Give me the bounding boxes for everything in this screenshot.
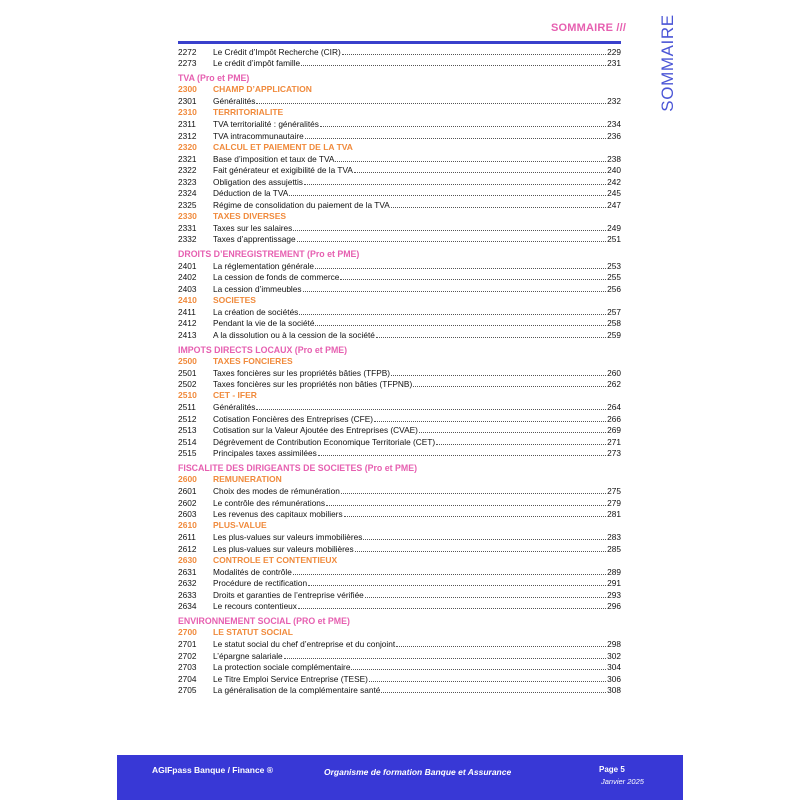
- subsection-title: PLUS-VALUE: [213, 520, 267, 530]
- entry-number: 2513: [178, 425, 197, 435]
- page-footer: [117, 755, 683, 800]
- entry-number: 2413: [178, 329, 197, 340]
- entry-title: L’épargne salariale: [213, 650, 283, 661]
- entry-number: 2324: [178, 188, 197, 198]
- subsection-title: LE STATUT SOCIAL: [213, 627, 293, 637]
- toc-entry[interactable]: [178, 96, 621, 108]
- toc-entry[interactable]: [178, 486, 621, 498]
- entry-number: 2602: [178, 497, 197, 508]
- subsection-number: 2330: [178, 210, 197, 221]
- entry-title: Le Titre Emploi Service Entreprise (TESE): [213, 673, 368, 684]
- entry-page-number: 256: [607, 283, 621, 294]
- footer-brand: AGIFpass Banque / Finance ®: [152, 765, 274, 775]
- entry-page-number: 231: [607, 58, 621, 68]
- dot-leader: [381, 692, 606, 693]
- dot-leader: [436, 444, 606, 445]
- dot-leader: [299, 314, 606, 315]
- entry-page-number: 242: [607, 176, 621, 187]
- entry-title: Les plus-values sur valeurs immobilières: [213, 532, 363, 542]
- subsection-title: TERRITORIALITE: [213, 107, 284, 117]
- entry-number: 2702: [178, 650, 197, 661]
- entry-number: 2273: [178, 58, 197, 68]
- entry-title: Base d’imposition et taux de TVA: [213, 153, 335, 164]
- dot-leader: [413, 386, 606, 387]
- entry-title: Les revenus des capitaux mobiliers: [213, 509, 343, 519]
- entry-number: 2601: [178, 486, 197, 496]
- entry-number: 2634: [178, 601, 197, 611]
- toc-subsection-heading: [178, 627, 621, 639]
- entry-title: Droits et garanties de l’entreprise vérifiée: [213, 589, 364, 600]
- subsection-title: REMUNERATION: [213, 474, 282, 484]
- dot-leader: [363, 539, 606, 540]
- entry-page-number: 258: [607, 318, 621, 328]
- toc-section-heading: DROITS D’ENREGISTREMENT (Pro et PME): [178, 249, 360, 259]
- subsection-title: TAXES DIVERSES: [213, 210, 287, 221]
- toc-subsection-heading: [178, 555, 621, 567]
- entry-page-number: 253: [607, 260, 621, 271]
- toc-entry[interactable]: [178, 662, 621, 674]
- dot-leader: [298, 608, 606, 609]
- dot-leader: [341, 493, 606, 494]
- entry-page-number: 293: [607, 589, 621, 600]
- dot-leader: [303, 291, 607, 292]
- dot-leader: [305, 138, 606, 139]
- subsection-title: CET - IFER: [213, 390, 257, 400]
- entry-number: 2502: [178, 379, 197, 389]
- entry-number: 2612: [178, 543, 197, 554]
- dot-leader: [318, 455, 606, 456]
- dot-leader: [396, 646, 606, 647]
- toc-subsection-heading: [178, 211, 621, 223]
- entry-title: Régime de consolidation du paiement de la TVA: [213, 199, 390, 210]
- toc-entry[interactable]: [178, 165, 621, 177]
- entry-page-number: 247: [607, 199, 621, 210]
- entry-page-number: 285: [607, 543, 621, 554]
- toc-subsection-heading: [178, 107, 621, 119]
- entry-page-number: 275: [607, 486, 621, 496]
- side-title-text: SOMMAIRE: [658, 14, 677, 112]
- toc-subsection-heading: [178, 295, 621, 307]
- dot-leader: [365, 597, 606, 598]
- dot-leader: [376, 337, 606, 338]
- entry-title: Cotisation sur la Valeur Ajoutée des Entreprises (CVAE): [213, 425, 418, 435]
- entry-title: Généralités: [213, 96, 256, 106]
- toc-subsection-heading: [178, 356, 621, 368]
- entry-title: La généralisation de la complémentaire santé: [213, 685, 381, 695]
- entry-page-number: 296: [607, 601, 621, 611]
- entry-title: Modalités de contrôle: [213, 566, 292, 577]
- toc-section-heading: TVA (Pro et PME): [178, 73, 250, 83]
- entry-number: 2401: [178, 260, 197, 271]
- footer-tagline: Organisme de formation Banque et Assurance: [324, 767, 512, 777]
- entry-number: 2312: [178, 130, 197, 141]
- toc-entry[interactable]: [178, 329, 621, 341]
- toc-entry[interactable]: [178, 650, 621, 662]
- toc-entry[interactable]: [178, 601, 621, 613]
- entry-page-number: 306: [607, 673, 621, 684]
- entry-number: 2701: [178, 639, 197, 649]
- toc-entry[interactable]: [178, 367, 621, 379]
- toc-subsection-heading: [178, 142, 621, 154]
- entry-number: 2412: [178, 318, 197, 328]
- subsection-title: TAXES FONCIERES: [213, 355, 293, 366]
- dot-leader: [256, 103, 606, 104]
- footer-date: Janvier 2025: [601, 777, 644, 786]
- subsection-title: SOCIETES: [213, 294, 256, 305]
- toc-entry[interactable]: [178, 222, 621, 234]
- entry-page-number: 291: [607, 578, 621, 588]
- dot-leader: [301, 65, 606, 66]
- dot-leader: [335, 161, 606, 162]
- entry-number: 2511: [178, 402, 196, 412]
- dot-leader: [293, 574, 606, 575]
- dot-leader: [289, 195, 606, 196]
- entry-number: 2403: [178, 283, 197, 294]
- entry-page-number: 251: [607, 234, 621, 244]
- entry-number: 2631: [178, 566, 197, 577]
- entry-title: Principales taxes assimilées: [213, 448, 317, 458]
- entry-number: 2332: [178, 234, 197, 244]
- entry-number: 2515: [178, 448, 197, 458]
- toc-entry[interactable]: [178, 448, 621, 460]
- toc-subsection-heading: [178, 390, 621, 402]
- entry-page-number: 236: [607, 130, 621, 141]
- header-rule: [178, 41, 621, 44]
- toc-subsection-heading: [178, 474, 621, 486]
- entry-title: Cotisation Foncières des Entreprises (CFE): [213, 413, 374, 424]
- subsection-number: 2600: [178, 474, 197, 484]
- entry-title: Le crédit d’impôt famille: [213, 58, 301, 68]
- toc-entry[interactable]: [178, 673, 621, 685]
- entry-title: Taxes sur les salaires: [213, 222, 293, 233]
- toc-entry[interactable]: [178, 532, 621, 544]
- subsection-number: 2610: [178, 520, 197, 530]
- entry-page-number: 283: [607, 532, 621, 542]
- entry-page-number: 266: [607, 413, 621, 424]
- subsection-number: 2410: [178, 294, 197, 305]
- entry-page-number: 271: [607, 436, 621, 447]
- dot-leader: [369, 681, 606, 682]
- toc-entry[interactable]: [178, 578, 621, 590]
- toc-entry[interactable]: [178, 425, 621, 437]
- entry-number: 2703: [178, 662, 197, 672]
- dot-leader: [308, 585, 606, 586]
- entry-title: La cession de fonds de commerce: [213, 272, 340, 282]
- subsection-number: 2700: [178, 627, 197, 637]
- toc-entry[interactable]: [178, 130, 621, 142]
- entry-number: 2611: [178, 532, 196, 542]
- entry-page-number: 229: [607, 46, 621, 57]
- subsection-number: 2510: [178, 390, 197, 400]
- entry-title: Fait générateur et exigibilité de la TVA: [213, 165, 353, 175]
- entry-number: 2325: [178, 199, 197, 210]
- entry-number: 2704: [178, 673, 197, 684]
- entry-title: Taxes d’apprentissage: [213, 234, 296, 244]
- dot-leader: [297, 241, 607, 242]
- dot-leader: [315, 268, 606, 269]
- entry-page-number: 245: [607, 188, 621, 198]
- subsection-title: CONTROLE ET CONTENTIEUX: [213, 554, 338, 565]
- toc-subsection-heading: [178, 520, 621, 532]
- entry-page-number: 269: [607, 425, 621, 435]
- entry-page-number: 304: [607, 662, 621, 672]
- toc-entry[interactable]: [178, 685, 621, 697]
- entry-number: 2322: [178, 165, 197, 175]
- entry-number: 2512: [178, 413, 197, 424]
- toc-entry[interactable]: [178, 436, 621, 448]
- dot-leader: [320, 126, 606, 127]
- entry-title: Le Crédit d’Impôt Recherche (CIR): [213, 46, 341, 57]
- toc-entry[interactable]: [178, 639, 621, 651]
- entry-title: Dégrèvement de Contribution Economique Territoriale (CET): [213, 436, 436, 447]
- toc-section-heading: IMPOTS DIRECTS LOCAUX (Pro et PME): [178, 344, 348, 355]
- entry-title: La création de sociétés: [213, 306, 299, 317]
- entry-title: Généralités: [213, 402, 256, 412]
- entry-number: 2632: [178, 578, 197, 588]
- entry-page-number: 234: [607, 119, 621, 129]
- side-title: [648, 14, 688, 112]
- toc-entry[interactable]: [178, 119, 621, 131]
- entry-number: 2321: [178, 153, 197, 164]
- entry-title: Taxes foncières sur les propriétés bâties (TFPB): [213, 367, 391, 378]
- dot-leader: [355, 551, 607, 552]
- table-of-contents: [178, 46, 621, 696]
- entry-page-number: 302: [607, 650, 621, 661]
- entry-page-number: 298: [607, 639, 621, 649]
- dot-leader: [340, 279, 606, 280]
- entry-title: Procédure de rectification: [213, 578, 308, 588]
- toc-entry[interactable]: [178, 306, 621, 318]
- dot-leader: [374, 421, 606, 422]
- subsection-number: 2300: [178, 84, 197, 94]
- dot-leader: [284, 658, 607, 659]
- toc-entry[interactable]: [178, 589, 621, 601]
- toc-entry[interactable]: [178, 318, 621, 330]
- dot-leader: [419, 432, 606, 433]
- entry-title: Obligation des assujettis: [213, 176, 303, 187]
- toc-entry[interactable]: [178, 199, 621, 211]
- entry-page-number: 262: [607, 379, 621, 389]
- toc-entry[interactable]: [178, 402, 621, 414]
- entry-page-number: 273: [607, 448, 621, 458]
- entry-title: La réglementation générale: [213, 260, 315, 271]
- toc-entry[interactable]: [178, 176, 621, 188]
- entry-title: La cession d’immeubles: [213, 283, 302, 294]
- dot-leader: [342, 54, 606, 55]
- entry-title: Le contrôle des rémunérations: [213, 497, 326, 508]
- toc-entry[interactable]: [178, 497, 621, 509]
- toc-entry[interactable]: [178, 188, 621, 200]
- sommaire-header-label: SOMMAIRE ///: [551, 22, 627, 34]
- dot-leader: [391, 375, 606, 376]
- dot-leader: [256, 409, 606, 410]
- entry-number: 2514: [178, 436, 197, 447]
- subsection-number: 2320: [178, 141, 197, 152]
- entry-title: TVA intracommunautaire: [213, 130, 304, 141]
- entry-page-number: 257: [607, 306, 621, 317]
- subsection-number: 2630: [178, 554, 197, 565]
- entry-number: 2301: [178, 96, 197, 106]
- entry-page-number: 255: [607, 272, 621, 282]
- entry-number: 2705: [178, 685, 197, 695]
- entry-page-number: 308: [607, 685, 621, 695]
- toc-entry[interactable]: [178, 543, 621, 555]
- toc-entry[interactable]: [178, 58, 621, 70]
- entry-page-number: 238: [607, 153, 621, 164]
- toc-section-heading: FISCALITE DES DIRIGEANTS DE SOCIETES (Pro et PME): [178, 463, 418, 473]
- toc-entry[interactable]: [178, 566, 621, 578]
- entry-title: Le statut social du chef d’entreprise et du conjoint: [213, 639, 396, 649]
- toc-entry[interactable]: [178, 46, 621, 58]
- toc-entry[interactable]: [178, 260, 621, 272]
- dot-leader: [344, 516, 607, 517]
- subsection-title: CHAMP D’APPLICATION: [213, 84, 312, 94]
- entry-number: 2633: [178, 589, 197, 600]
- entry-page-number: 289: [607, 566, 621, 577]
- entry-title: Le recours contentieux: [213, 601, 297, 611]
- dot-leader: [354, 172, 606, 173]
- entry-page-number: 281: [607, 509, 621, 519]
- subsection-number: 2310: [178, 107, 197, 117]
- dot-leader: [391, 207, 606, 208]
- toc-entry[interactable]: [178, 509, 621, 521]
- entry-title: Pendant la vie de la société: [213, 318, 315, 328]
- entry-title: TVA territorialité : généralités: [213, 119, 319, 129]
- footer-page-number: Page 5: [599, 765, 625, 774]
- toc-entry[interactable]: [178, 283, 621, 295]
- toc-entry[interactable]: [178, 272, 621, 284]
- subsection-title: CALCUL ET PAIEMENT DE LA TVA: [213, 141, 353, 152]
- entry-page-number: 259: [607, 329, 621, 340]
- entry-page-number: 260: [607, 367, 621, 378]
- dot-leader: [315, 325, 606, 326]
- entry-page-number: 279: [607, 497, 621, 508]
- toc-subsection-heading: [178, 84, 621, 96]
- toc-entry[interactable]: [178, 379, 621, 391]
- toc-entry[interactable]: [178, 413, 621, 425]
- entry-number: 2411: [178, 306, 196, 317]
- entry-page-number: 240: [607, 165, 621, 175]
- dot-leader: [326, 505, 606, 506]
- entry-number: 2603: [178, 509, 197, 519]
- dot-leader: [351, 669, 606, 670]
- toc-entry[interactable]: [178, 153, 621, 165]
- entry-title: A la dissolution ou à la cession de la société: [213, 329, 375, 340]
- entry-number: 2501: [178, 367, 197, 378]
- subsection-number: 2500: [178, 355, 197, 366]
- entry-number: 2272: [178, 46, 197, 57]
- entry-page-number: 264: [607, 402, 621, 412]
- toc-entry[interactable]: [178, 234, 621, 246]
- dot-leader: [304, 184, 606, 185]
- entry-title: Déduction de la TVA: [213, 188, 289, 198]
- dot-leader: [293, 230, 606, 231]
- entry-title: Les plus-values sur valeurs mobilières: [213, 543, 354, 554]
- entry-title: Taxes foncières sur les propriétés non bâties (TFPNB): [213, 379, 413, 389]
- entry-number: 2311: [178, 119, 196, 129]
- entry-title: Choix des modes de rémunération: [213, 486, 340, 496]
- entry-number: 2402: [178, 272, 197, 282]
- entry-title: La protection sociale complémentaire: [213, 662, 351, 672]
- entry-page-number: 249: [607, 222, 621, 233]
- entry-page-number: 232: [607, 96, 621, 106]
- entry-number: 2331: [178, 222, 197, 233]
- entry-number: 2323: [178, 176, 197, 187]
- toc-section-heading: ENVIRONNEMENT SOCIAL (PRO et PME): [178, 616, 350, 626]
